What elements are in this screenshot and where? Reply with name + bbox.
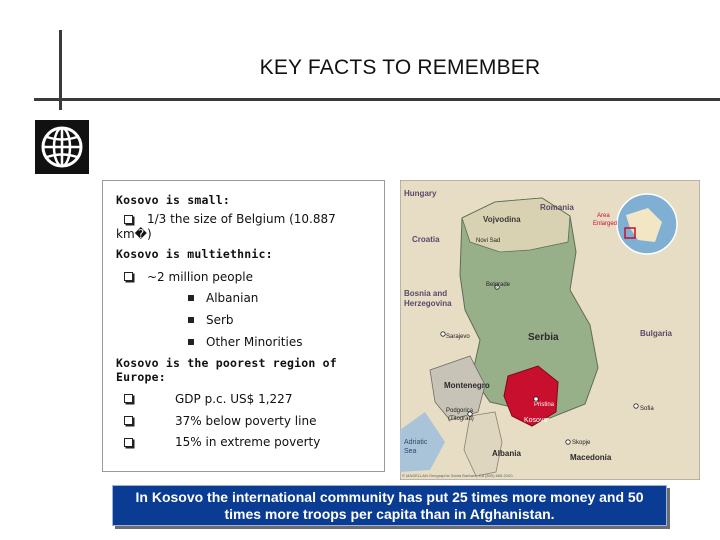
map-label-vojvodina: Vojvodina	[483, 215, 521, 224]
map-label-area-continued: Enlarged	[593, 221, 618, 227]
map-label-area: Area	[597, 213, 610, 219]
map-label-albania: Albania	[492, 449, 521, 458]
city-marker	[566, 440, 570, 444]
banner-text	[136, 489, 644, 523]
map-label-macedonia: Macedonia	[570, 453, 612, 462]
facts-panel	[102, 180, 385, 472]
map-label-podgorica: Podgorica	[446, 408, 474, 414]
map-label-skopje: Skopje	[572, 440, 591, 446]
city-marker	[634, 404, 638, 408]
belgium-size-item-continued: km�)	[116, 227, 152, 241]
poverty-item: 15% in extreme poverty	[175, 435, 321, 449]
group-item: Other Minorities	[206, 335, 303, 349]
checkbox-bullet-icon	[124, 272, 133, 281]
map-label-sofia: Sofia	[640, 406, 654, 412]
map-label-kosovo: Kosovo	[524, 417, 548, 424]
poorest-heading: Kosovo is the poorest region of	[116, 356, 337, 370]
checkbox-bullet-icon	[124, 416, 133, 425]
poorest-heading-continued: Europe:	[116, 370, 166, 384]
city-marker	[441, 332, 445, 336]
checkbox-bullet-icon	[124, 438, 133, 447]
population-item: ~2 million people	[147, 270, 253, 284]
banner-line-2: times more troops per capita than in Afghanistan.	[224, 505, 555, 522]
map-label-serbia: Serbia	[528, 332, 559, 343]
city-marker	[534, 397, 538, 401]
world-bank-logo	[35, 120, 89, 174]
group-item: Serb	[206, 313, 234, 327]
small-heading: Kosovo is small:	[116, 193, 230, 207]
decorative-horizontal-rule	[34, 98, 720, 101]
map-label-belgrade: Belgrade	[486, 282, 511, 288]
slide-title: KEY FACTS TO REMEMBER	[259, 56, 541, 79]
map-label-montenegro: Montenegro	[444, 381, 490, 390]
checkbox-bullet-icon	[124, 394, 133, 403]
map-label-adriatic-continued: Sea	[404, 448, 417, 455]
banner-line-1: In Kosovo the international community has put 25 times more money and 50	[135, 488, 644, 505]
map-label-croatia: Croatia	[412, 235, 440, 244]
map-label-bosnia-continued: Herzegovina	[404, 299, 452, 308]
poverty-item: GDP p.c. US$ 1,227	[175, 392, 293, 406]
map-label-bosnia: Bosnia and	[404, 289, 448, 298]
map-label-hungary: Hungary	[404, 189, 437, 198]
multiethnic-heading: Kosovo is multiethnic:	[116, 247, 273, 261]
map-label-bulgaria: Bulgaria	[640, 329, 673, 338]
map-label-podgorica-continued: (Titograd)	[448, 416, 474, 422]
poverty-item: 37% below poverty line	[175, 414, 317, 428]
square-bullet-icon	[188, 295, 194, 301]
square-bullet-icon	[188, 317, 194, 323]
map-label-novi-sad: Novi Sad	[476, 238, 501, 244]
globe-icon	[39, 124, 85, 170]
square-bullet-icon	[188, 339, 194, 345]
group-item: Albanian	[206, 291, 259, 305]
map-label-pristina: Pristina	[534, 402, 555, 408]
checkbox-bullet-icon	[124, 215, 133, 224]
regional-map	[400, 180, 700, 480]
belgium-size-item: 1/3 the size of Belgium (10.887	[147, 212, 336, 226]
map-label-adriatic: Adriatic	[404, 439, 428, 446]
map-label-romania: Romania	[540, 203, 574, 212]
map-label-sarajevo: Sarajevo	[446, 334, 470, 340]
map-credit: © MAGELLAN Geographix Santa Barbara, CA (805) 685-3100	[402, 473, 513, 478]
key-message-banner	[112, 485, 667, 526]
